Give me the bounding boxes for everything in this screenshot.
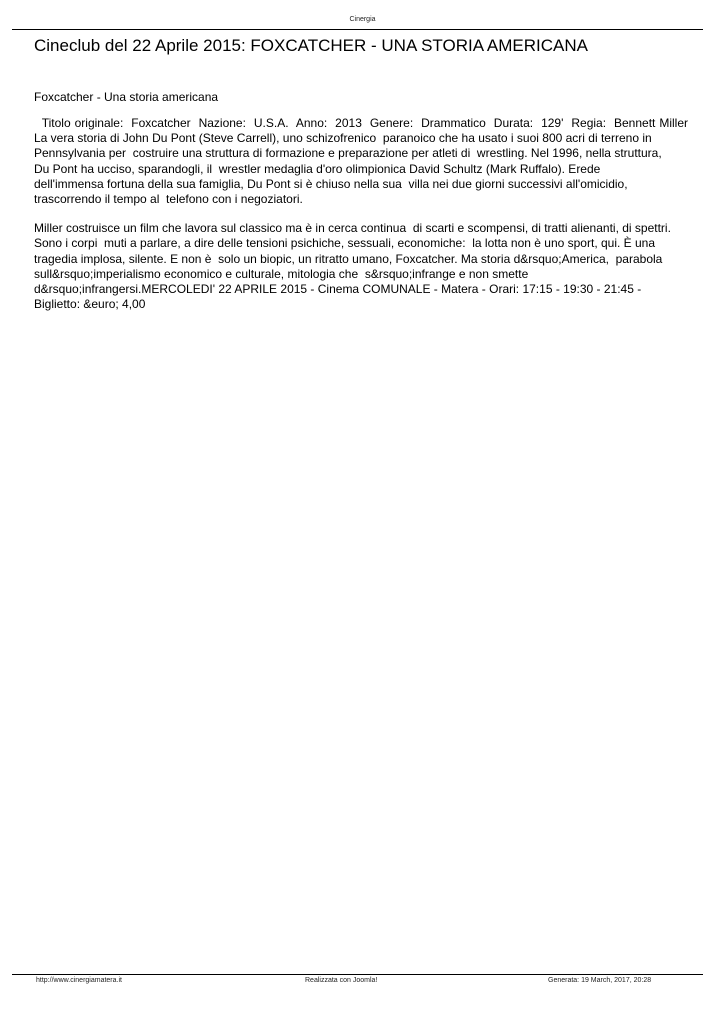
header-divider (12, 29, 703, 30)
text-line: Biglietto: &euro; 4,00 (34, 297, 146, 312)
site-header: Cinergia (349, 16, 376, 23)
article-title: Cineclub del 22 Aprile 2015: FOXCATCHER - UNA STORIA AMERICANA (34, 36, 588, 55)
text-line: Miller costruisce un film che lavora sul classico ma è in cerca continua di scarti e scompensi, di tratti alienanti, di spettri. (34, 221, 671, 236)
footer-generated-date: Generata: 19 March, 2017, 20:28 (548, 977, 652, 984)
text-line: d&rsquo;infrangersi.MERCOLEDI' 22 APRILE 2015 - Cinema COMUNALE - Matera - Orari: 17:15 - 19:30 - 21:45 - (34, 282, 642, 297)
article-paragraph-2 (34, 221, 688, 312)
text-line: Pennsylvania per costruire una struttura di formazione e preparazione per atleti di wrestling. Nel 1996, nella struttura, (34, 146, 662, 161)
text-line: trascorrendo il tempo al telefono con i negoziatori. (34, 192, 303, 207)
text-line: Du Pont ha ucciso, sparandogli, il wrestler medaglia d'oro olimpionica David Schultz (Mark Ruffalo). Erede (34, 161, 601, 176)
text-line: Sono i corpi muti a parlare, a dire delle tensioni psichiche, sessuali, economiche: la lotta non è uno sport, qui. È una (34, 236, 656, 251)
article-subtitle: Foxcatcher - Una storia americana (34, 90, 219, 104)
footer-divider (12, 974, 703, 975)
text-line: tragedia implosa, silente. E non è solo un biopic, un ritratto umano, Foxcatcher. Ma storia d&rsquo;America, parabola (34, 251, 663, 266)
article-paragraph-1 (34, 116, 688, 207)
footer-url[interactable]: http://www.cinergiamatera.it (36, 977, 122, 984)
footer-powered-by: Realizzata con Joomla! (305, 977, 378, 984)
text-line: La vera storia di John Du Pont (Steve Carrell), uno schizofrenico paranoico che ha usato i suoi 800 acri di terreno in (34, 131, 652, 146)
text-line: dell'immensa fortuna della sua famiglia, Du Pont si è chiuso nella sua villa nei due giorni successivi all'omicidio, (34, 176, 628, 191)
text-line: sull&rsquo;imperialismo economico e culturale, mitologia che s&rsquo;infrange e non smette (34, 266, 529, 281)
article-body (34, 116, 688, 326)
text-line: Titolo originale: Foxcatcher Nazione: U.S.A. Anno: 2013 Genere: Drammatico Durata: 129' Regia: Bennett Miller (34, 116, 688, 130)
